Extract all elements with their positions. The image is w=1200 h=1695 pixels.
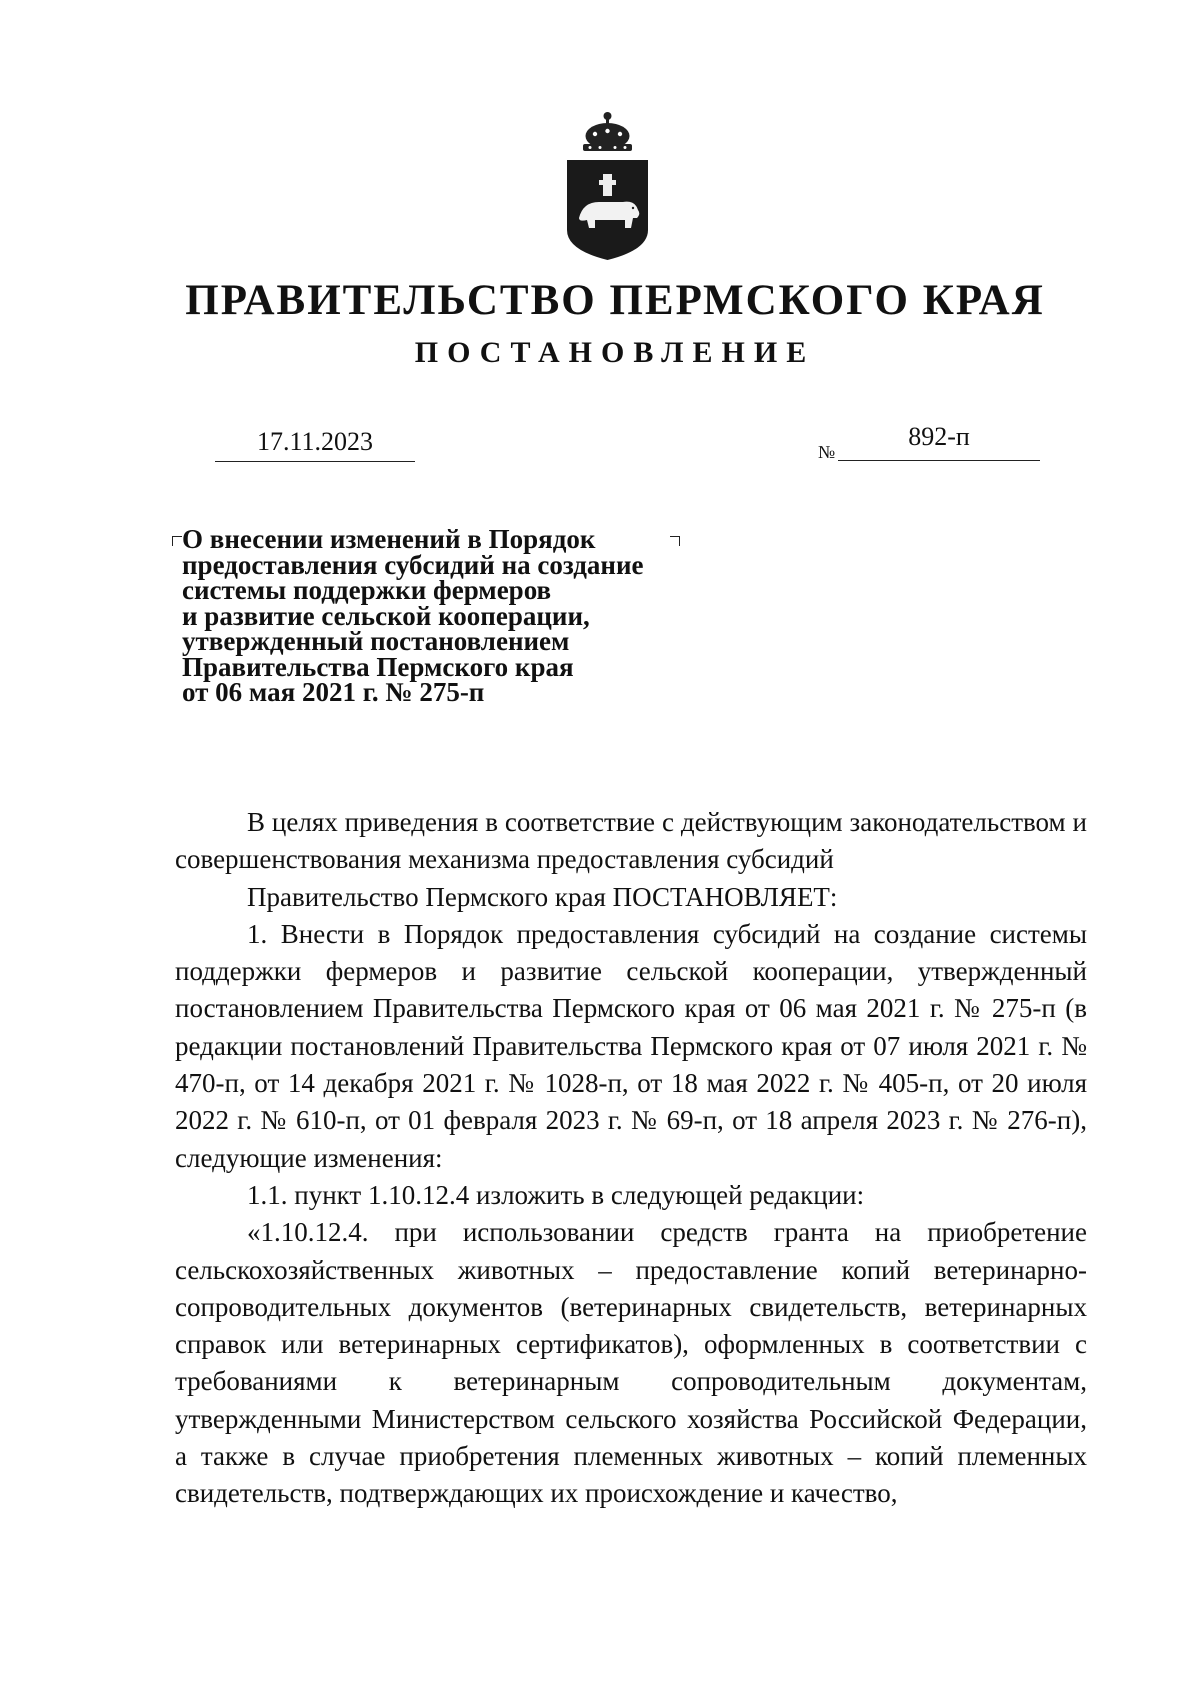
subject-line: и развитие сельской кооперации,: [182, 600, 590, 631]
subject-line: предоставления субсидий на создание: [182, 549, 644, 580]
body-paragraph: 1. Внести в Порядок предоставления субсидий на создание системы поддержки фермеров и развитие сельской кооперации, утвержденный постановлением Правительства Пермского края от 06 мая 2021 г. № 275-п (в редакции постановлений Правительства Пермского края от 07 июля 2021 г. № 470-п, от 14 декабря 2021 г. № 1028-п, от 18 мая 2022 г. № 405-п, от 20 июля 2022 г. № 610-п, от 01 февраля 2023 г. № 69-п, от 18 апреля 2023 г. № 276-п), следующие изменения:: [175, 918, 1087, 1173]
document-date: 17.11.2023: [215, 425, 415, 462]
body-paragraph: В целях приведения в соответствие с действующим законодательством и совершенствования механизма предоставления субсидий: [175, 807, 1087, 875]
subject-line: системы поддержки фермеров: [182, 575, 552, 605]
coat-of-arms-icon: [565, 110, 650, 262]
government-title: ПРАВИТЕЛЬСТВО ПЕРМСКОГО КРАЯ: [185, 277, 1045, 324]
subject-bracket-left: [172, 536, 182, 546]
number-label: №: [818, 442, 836, 462]
document-subject: [182, 524, 702, 707]
document-body: [175, 804, 1087, 1513]
subject-line: от 06 мая 2021 г. № 275-п: [182, 677, 485, 707]
subject-line: утвержденный постановлением: [182, 626, 570, 656]
subject-line: Правительства Пермского края: [182, 651, 574, 682]
body-paragraph: «1.10.12.4. при использовании средств гранта на приобретение сельскохозяйственных животных – предоставление копий ветеринарно-сопроводительных документов (ветеринарных свидетельств, ветеринарных справок или ветеринарных сертификатов), оформленных в соответствии с требованиями к ветеринарным сопроводительным документам, утвержденными Министерством сельского хозяйства Российской Федерации, а также в случае приобретения племенных животных – копий племенных свидетельств, подтверждающих их происхождение и качество,: [175, 1217, 1087, 1509]
body-paragraph: Правительство Пермского края ПОСТАНОВЛЯЕТ:: [247, 881, 838, 912]
document-number: 892-п: [838, 420, 1040, 461]
subject-line: О внесении изменений в Порядок: [182, 524, 596, 554]
body-paragraph: 1.1. пункт 1.10.12.4 изложить в следующей редакции:: [247, 1179, 865, 1210]
document-type: ПОСТАНОВЛЕНИЕ: [414, 336, 816, 369]
